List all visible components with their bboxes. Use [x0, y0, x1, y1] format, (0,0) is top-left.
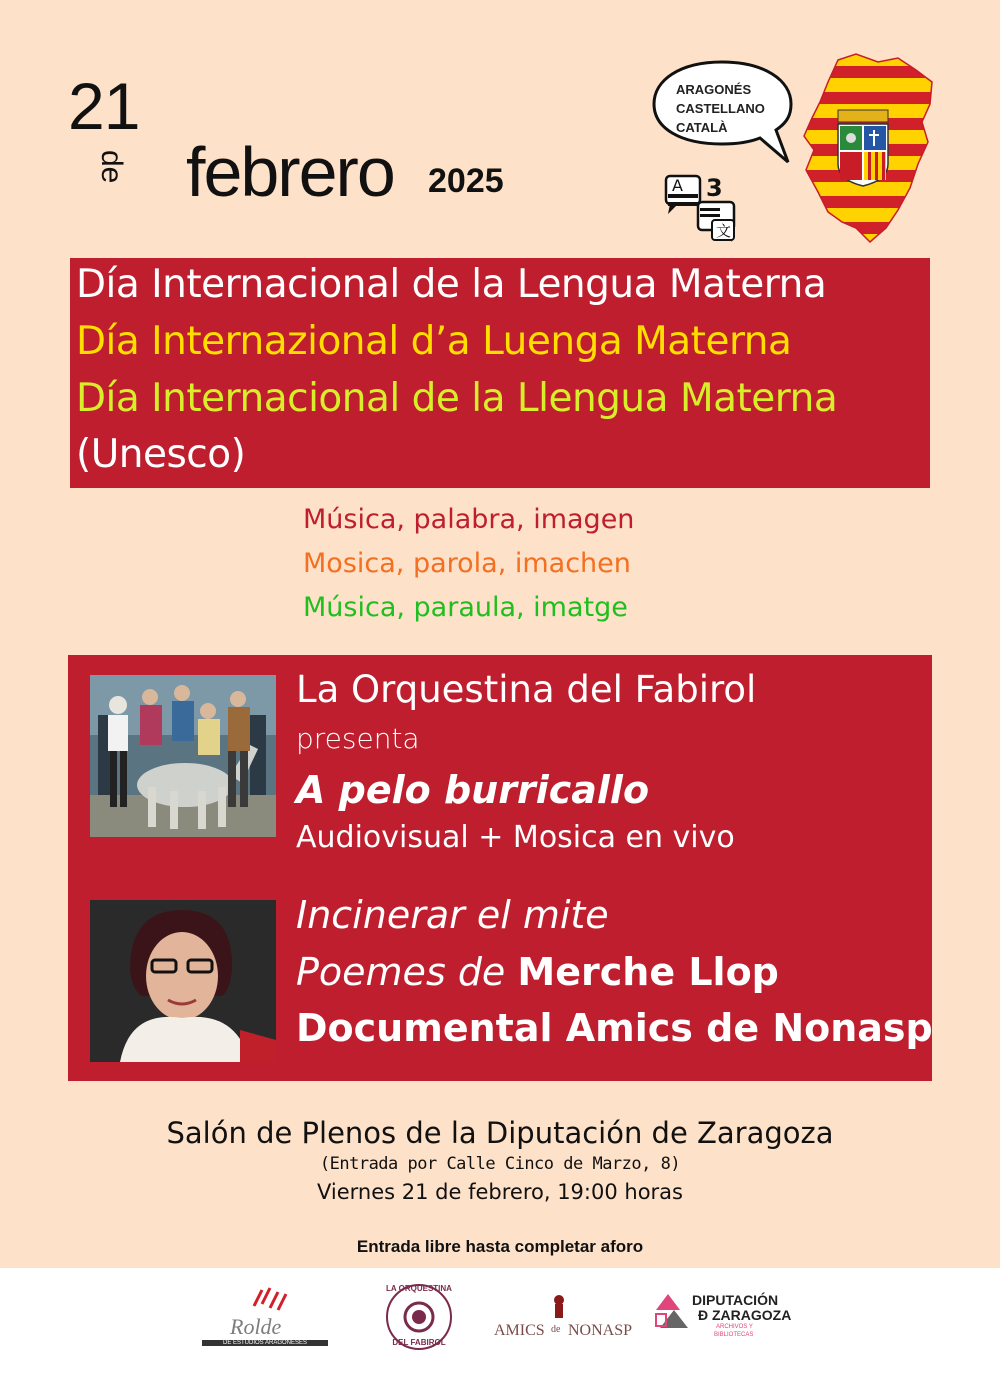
dpz-logo [654, 1290, 804, 1350]
title-unesco: (Unesco) [76, 432, 246, 477]
poet-name: Merche Llop [517, 950, 779, 994]
band-name: La Orquestina del Fabirol [296, 668, 757, 711]
translation-icon [662, 172, 740, 250]
amics-left: AMICS [494, 1322, 545, 1339]
work2-title: Incinerar el mite [296, 893, 609, 937]
orquestina-logo [384, 1282, 454, 1352]
motto-aragones: Mosica, parola, imachen [303, 548, 631, 579]
amics-mid: de [551, 1324, 561, 1335]
band-photo-image [90, 675, 276, 837]
merche-llop-photo-image [90, 900, 276, 1062]
amics-right: NONASP [568, 1322, 633, 1339]
title-aragones: Día Internazional d’a Luenga Materna [76, 319, 792, 364]
date-de: de [95, 150, 128, 184]
aragon-map-flag-icon [794, 52, 936, 244]
trans-icon-glyph: 文 [716, 222, 732, 240]
rolde-name: Rolde [230, 1314, 282, 1339]
orquestina-top: LA ORQUESTINA [386, 1284, 452, 1293]
language-aragones: ARAGONÉS [676, 82, 752, 97]
venue-entrance: (Entrada por Calle Cinco de Marzo, 8) [319, 1154, 681, 1174]
orquestina-bottom: DEL FABIROL [392, 1338, 446, 1347]
rolde-logo [200, 1284, 330, 1354]
motto-catala: Música, paraula, imatge [303, 592, 628, 623]
title-castellano: Día Internacional de la Lengua Materna [76, 262, 827, 307]
trans-icon-count: 3 [706, 174, 723, 202]
title-catala: Día Internacional de la Llengua Materna [76, 376, 838, 421]
dpz-line2: Ð ZARAGOZA [698, 1307, 792, 1323]
documentary-title: Documental Amics de Nonasp [296, 1006, 933, 1050]
venue-name: Salón de Plenos de la Diputación de Zaragoza [166, 1116, 834, 1150]
date-month: febrero [186, 133, 394, 211]
dpz-emblem-icon [654, 1290, 692, 1334]
poems-line [296, 950, 779, 994]
venue-time: Viernes 21 de febrero, 19:00 horas [317, 1180, 683, 1204]
languages-list [676, 80, 765, 137]
motto-castellano: Música, palabra, imagen [303, 504, 635, 535]
dpz-line1: DIPUTACIÓN [692, 1292, 779, 1308]
free-entry-note: Entrada libre hasta completar aforo [356, 1237, 644, 1256]
language-castellano: CASTELLANO [676, 101, 765, 116]
date-year: 2025 [428, 162, 504, 200]
rolde-sub: DE ESTUDIOS ARAGONESES [202, 1340, 328, 1346]
work1-subtitle: Audiovisual + Mosica en vivo [296, 820, 735, 855]
presenta-label: presenta [296, 722, 420, 755]
trans-icon-a: A [672, 176, 683, 195]
dpz-sub2: BIBLIOTECAS [714, 1332, 754, 1338]
work1-title: A pelo burricallo [296, 768, 650, 812]
dpz-sub1: ARCHIVOS Y [716, 1324, 753, 1330]
date-day: 21 [68, 69, 140, 143]
language-catala: CATALÀ [676, 120, 728, 135]
amics-tower-icon [548, 1294, 570, 1320]
amics-nonasp-logo [494, 1294, 633, 1344]
poems-prefix: Poemes de [296, 950, 506, 994]
